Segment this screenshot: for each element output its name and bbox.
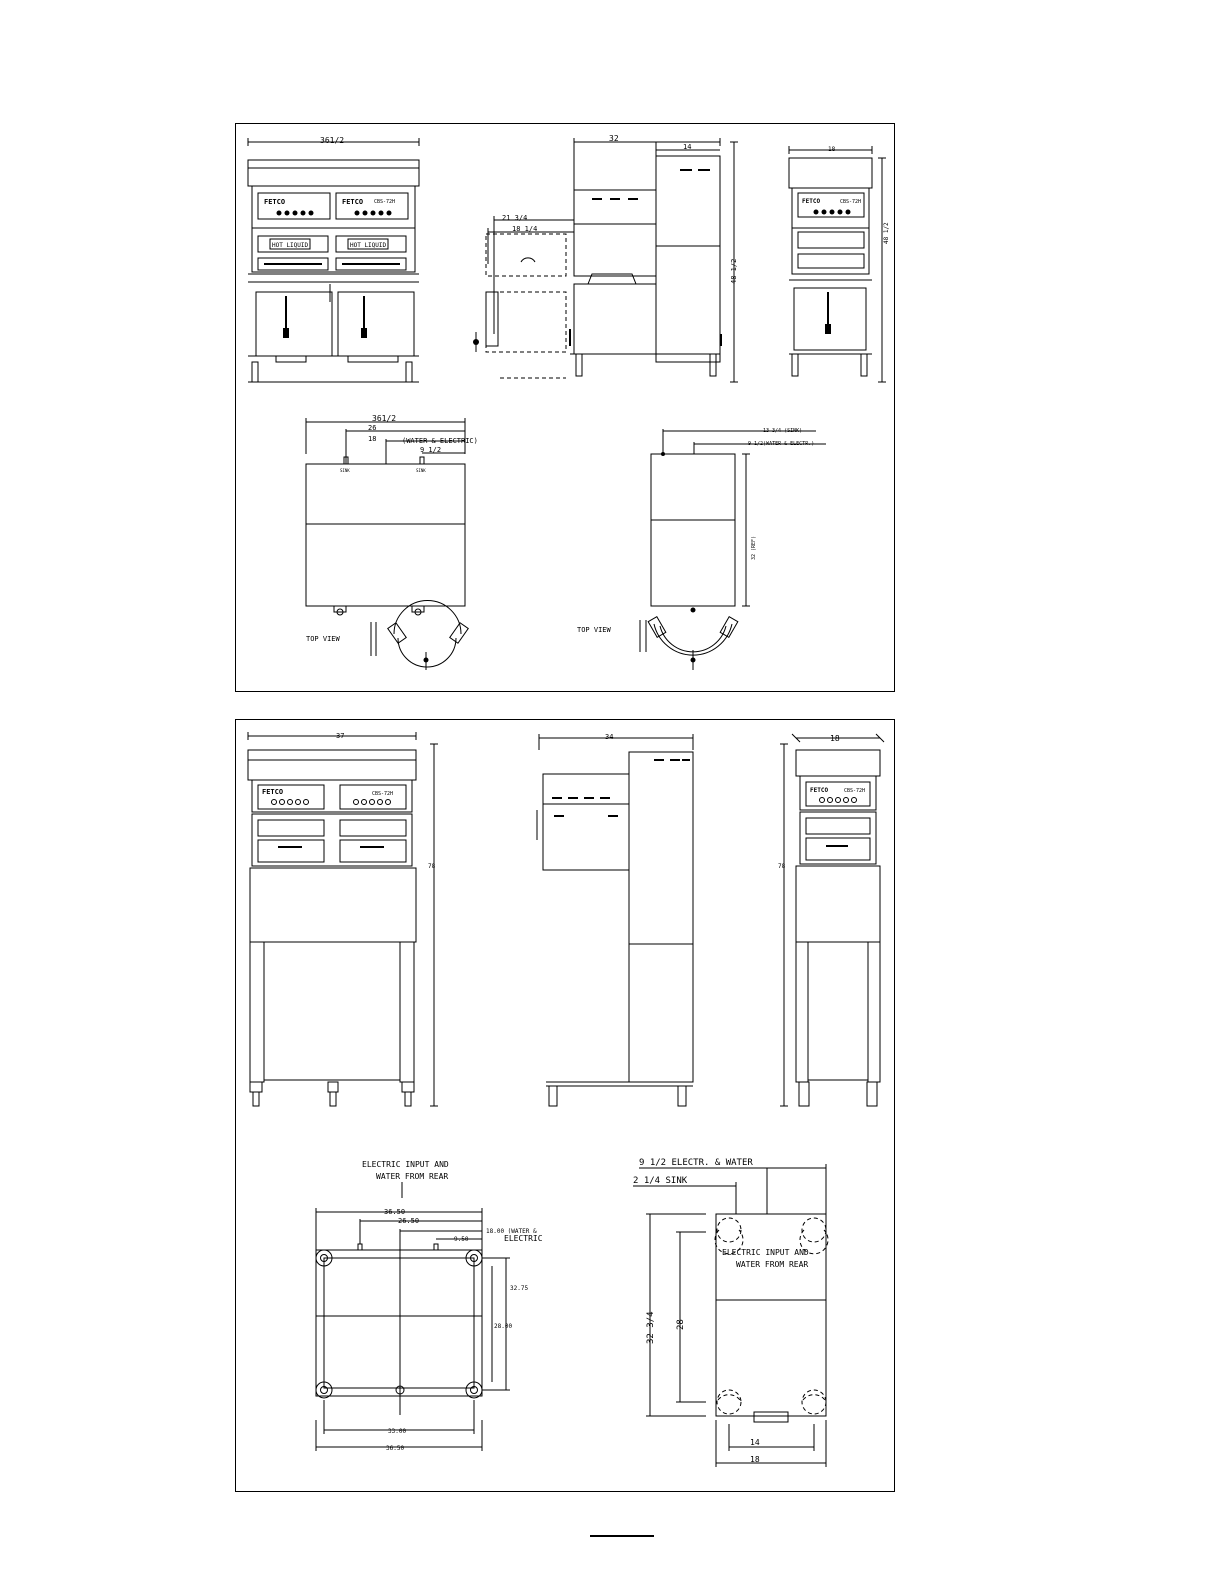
stand-end-height: 78	[778, 863, 786, 870]
stand-end-width: 18	[830, 734, 840, 743]
side-height-label: 48 1/2	[730, 258, 738, 284]
side-elevation	[473, 134, 738, 382]
page-footer-rule	[590, 1535, 654, 1537]
end-plan-sink-label: 2 1/4 SINK	[633, 1176, 688, 1186]
end-height-label: 48 1/2	[883, 222, 890, 244]
plan-dim-3300: 33.00	[388, 1428, 407, 1435]
plan-dim-3650-bottom: 36.50	[386, 1445, 405, 1452]
plan-width-label: 361/2	[372, 414, 397, 423]
end-plan-note-line2: WATER FROM REAR	[736, 1260, 809, 1269]
end-plan-width-inner: 14	[750, 1438, 760, 1447]
stand-end-model: CBS-72H	[844, 788, 866, 794]
end-plan-sink: 13 3/4 (SINK)	[763, 428, 803, 434]
plan-dim-950: 9.50	[454, 1236, 469, 1243]
end-elevation	[789, 146, 890, 382]
plan-dim-3650-top: 36.50	[384, 1208, 406, 1216]
hot-liquid-right: HOT LIQUID	[350, 242, 387, 249]
plan-dim-18: 18	[368, 435, 377, 443]
front-elevation	[248, 136, 419, 382]
stand-front-plan	[316, 1160, 543, 1452]
front-model-right: CBS-72H	[374, 199, 396, 205]
top-view-right-label: TOP VIEW	[577, 626, 611, 634]
top-drawing-svg	[236, 124, 894, 691]
stand-model-right: CBS-72H	[372, 791, 394, 797]
bottom-drawing-panel	[235, 719, 895, 1492]
plan-dim-26: 26	[368, 424, 377, 432]
plan-water-electric: (WATER & ELECTRIC)	[402, 437, 478, 445]
plan-dim-1800: 18.00 (WATER &	[486, 1228, 537, 1235]
plan-dim-2800: 28.00	[494, 1323, 513, 1330]
end-model-label: CBS-72H	[840, 199, 862, 205]
end-plan-width-outer: 18	[750, 1455, 760, 1464]
front-brand-right: FETCO	[342, 198, 364, 206]
plan-dim-1800-2: ELECTRIC	[504, 1234, 543, 1243]
front-brand-left: FETCO	[264, 198, 286, 206]
end-plan-water-label: 9 1/2 ELECTR. & WATER	[639, 1158, 753, 1168]
plan-dim-9half: 9 1/2	[420, 446, 442, 454]
top-drawing-panel	[235, 123, 895, 692]
front-width-label: 361/2	[320, 136, 345, 145]
end-plan-view	[577, 428, 826, 670]
end-plan-depth-inner: 28	[676, 1319, 686, 1330]
bottom-drawing-svg	[236, 720, 894, 1491]
stand-front-width: 37	[336, 732, 345, 740]
side-width-overall: 32	[609, 134, 619, 143]
side-depth-2: 18 1/4	[512, 225, 538, 233]
end-brand-label: FETCO	[802, 198, 821, 205]
stand-front-height: 78	[428, 863, 436, 870]
stand-side-elevation	[537, 733, 693, 1106]
side-width-tower: 14	[683, 143, 692, 151]
side-depth-1: 21 3/4	[502, 214, 528, 222]
plan-note-line1: ELECTRIC INPUT AND	[362, 1160, 449, 1169]
stand-end-plan	[633, 1158, 828, 1467]
end-width-label: 18	[828, 146, 836, 153]
end-plan-depth-outer: 32 3/4	[646, 1311, 656, 1344]
stand-front-elevation	[248, 732, 438, 1106]
front-plan-view	[306, 414, 478, 670]
stand-end-elevation	[778, 734, 884, 1106]
plan-sink-left: SINK	[340, 468, 350, 473]
top-view-left-label: TOP VIEW	[306, 635, 340, 643]
end-plan-note-line1: ELECTRIC INPUT AND	[722, 1248, 809, 1257]
stand-side-width: 34	[605, 733, 614, 741]
end-plan-depth: 32 (REF)	[751, 535, 757, 560]
end-plan-water: 9 1/2(WATER & ELECTR.)	[748, 441, 815, 447]
plan-note-line2: WATER FROM REAR	[376, 1172, 449, 1181]
hot-liquid-left: HOT LIQUID	[272, 242, 309, 249]
plan-dim-3275: 32.75	[510, 1285, 529, 1292]
plan-sink-right: SINK	[416, 468, 426, 473]
stand-end-brand: FETCO	[810, 787, 829, 794]
stand-brand-left: FETCO	[262, 788, 284, 796]
plan-dim-2650: 26.50	[398, 1217, 420, 1225]
